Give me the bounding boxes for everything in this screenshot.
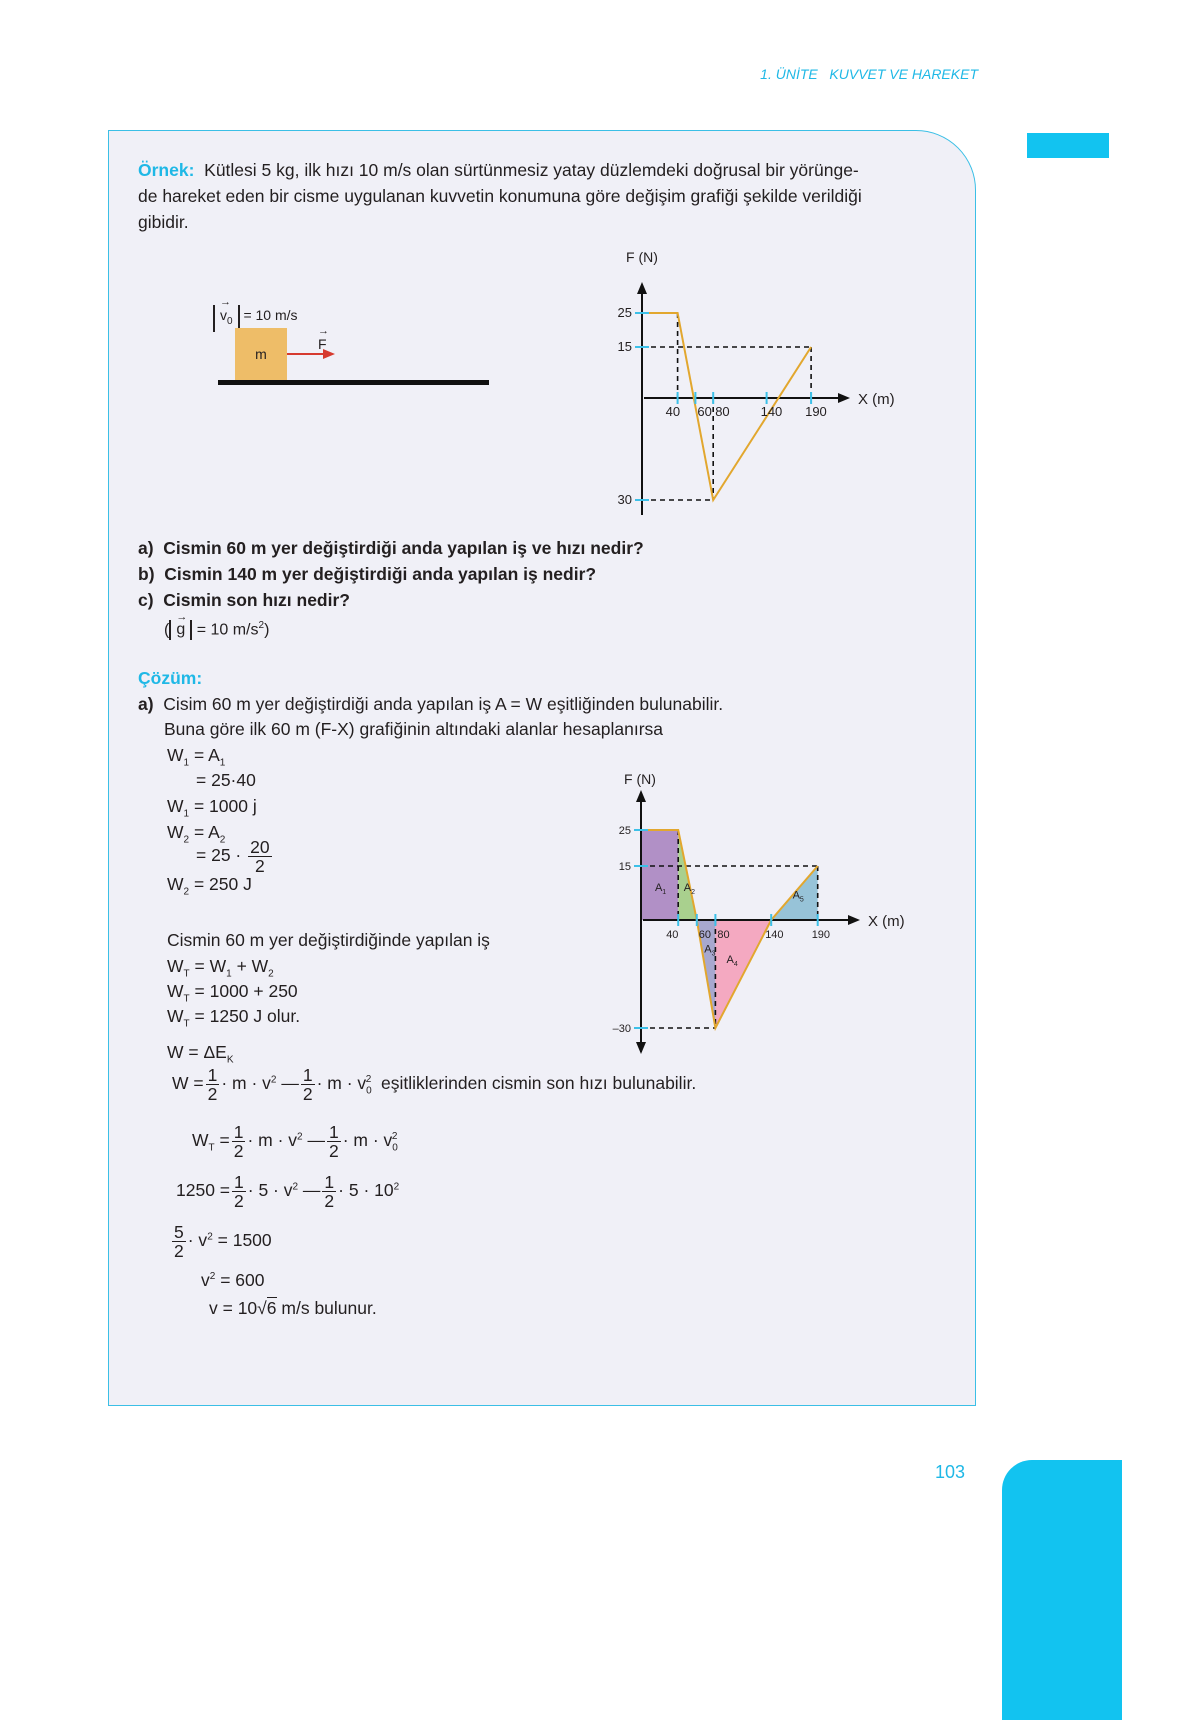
total-intro: Cismin 60 m yer değiştirdiğinde yapılan iş [167, 930, 490, 950]
t: = 600 [220, 1269, 265, 1290]
v-symbol: → v [220, 305, 227, 325]
num: 1 [233, 1122, 244, 1142]
eq-w1-result [167, 796, 257, 825]
text: Cisim 60 m yer değiştirdiği anda yapılan iş A = W eşitliğinden bulunabilir. [163, 694, 724, 714]
t: — [302, 1180, 321, 1201]
den: 2 [302, 1084, 313, 1104]
eq-kinetic-formula [172, 1066, 696, 1103]
y-tick-label: –30 [612, 1023, 631, 1035]
t: · m · v [316, 1073, 367, 1094]
t: 2 [207, 1231, 213, 1243]
t: = 1000 j [193, 796, 257, 816]
x-axis-label: X (m) [858, 391, 895, 408]
t: = A [193, 745, 220, 765]
x-tick-label: 140 [765, 929, 784, 941]
solution-a-line-1 [138, 694, 723, 714]
t: + W [236, 956, 269, 976]
area-label-sub: 4 [733, 961, 738, 969]
t: 0 [392, 1142, 398, 1154]
q-text: Cismin 140 m yer değiştirdiği anda yapılan iş nedir? [164, 564, 597, 584]
area-label: $A_2$ [683, 882, 696, 897]
text: Kütlesi 5 kg, ilk hızı 10 m/s olan sürtünmesiz yatay düzlemdeki doğrusal bir yörünge- [204, 160, 859, 180]
den: 2 [234, 1191, 244, 1211]
eq-w2-result [167, 874, 252, 903]
x-tick-label: 40 [666, 929, 679, 941]
x-tick-label: 190 [811, 929, 831, 941]
t: — [281, 1073, 299, 1094]
t: T [208, 1142, 215, 1154]
x-tick-label: 40 [665, 404, 681, 419]
y-tick-label: 15 [617, 339, 632, 354]
unit-header: 1. ÜNİTE KUVVET VE HAREKET [760, 66, 978, 82]
t: K [226, 1054, 234, 1066]
eq-wt-result [167, 1006, 300, 1035]
t: 0 [366, 1085, 372, 1097]
g-value: = 10 m/s [196, 621, 259, 639]
t: 2 [183, 834, 190, 846]
t: T [183, 1018, 190, 1030]
y-axis-arrow-icon [637, 282, 647, 294]
x-tick-label: 60 [697, 404, 712, 419]
t: 1 [183, 757, 190, 769]
t: = 250 J [193, 874, 252, 894]
x-axis-arrow-icon [838, 393, 850, 403]
area-label-sub: 2 [691, 889, 696, 897]
sub: 0 [227, 315, 233, 327]
t: W [167, 981, 184, 1001]
eq-w1-product: = 25·40 [196, 770, 256, 790]
t: · 5 · v [247, 1180, 293, 1201]
area-label-sub: 3 [711, 950, 716, 958]
t: T [183, 993, 190, 1005]
eq-final-velocity [209, 1298, 377, 1318]
q-label: c) [138, 590, 154, 610]
den: 2 [254, 856, 265, 876]
g-symbol: → g [176, 620, 185, 640]
x-tick-label: 140 [760, 404, 783, 419]
eq-substituted [176, 1173, 399, 1210]
den: 2 [233, 1141, 244, 1161]
x-axis-arrow-icon [848, 915, 860, 925]
q-text: Cismin son hızı nedir? [163, 590, 350, 610]
area-label-sub: 1 [662, 889, 667, 897]
mass-label: m [255, 346, 267, 362]
t: 2 [268, 968, 274, 980]
t: = 1000 + 250 [194, 981, 298, 1001]
num: 1 [234, 1172, 244, 1192]
y-axis-arrow-icon [636, 790, 646, 802]
x-tick-label: 80 [715, 404, 730, 419]
t: 1 [226, 968, 232, 980]
t: 2 [393, 1181, 400, 1193]
y-axis-label: F (N) [626, 249, 658, 265]
area-label: $A_4$ [726, 954, 738, 969]
q-text: Cismin 60 m yer değiştirdiği anda yapılan iş ve hızı nedir? [163, 538, 644, 558]
y-tick-label: 25 [617, 305, 632, 320]
den: 2 [324, 1191, 335, 1211]
t: = W [194, 956, 227, 976]
y-tick-label: 30 [617, 492, 632, 507]
exp: 2 [258, 620, 265, 631]
q-label: b) [138, 564, 155, 584]
y-axis-down-arrow-icon [636, 1042, 646, 1054]
solution-label: Çözüm: [138, 668, 203, 688]
example-line-3: gibidir. [138, 212, 189, 232]
force-label: → F [318, 334, 327, 354]
v0-value: = 10 m/s [243, 307, 298, 323]
t: 2 [365, 1074, 372, 1086]
t: · m · v [221, 1073, 271, 1094]
t: v [201, 1269, 210, 1290]
area-label-sub: 5 [799, 896, 804, 904]
question-b [138, 564, 596, 584]
eq-w2-product [196, 838, 274, 875]
t: 1 [219, 757, 226, 769]
t: = A [193, 822, 220, 842]
t: 2 [209, 1271, 216, 1282]
area-label: $A_5$ [792, 889, 804, 904]
num: 1 [207, 1065, 218, 1085]
t: 1 [183, 808, 190, 820]
y-tick-label: 15 [618, 861, 631, 873]
t: W [167, 956, 184, 976]
given-gravity: (→ g = 10 $m/s^2$) [164, 616, 269, 640]
a-label: a) [138, 694, 154, 714]
num: 20 [250, 837, 270, 857]
example-label: Örnek: [138, 160, 195, 180]
area-label: $A_3$ [704, 943, 716, 958]
t: · m · v [342, 1130, 393, 1151]
y-axis-label: F (N) [624, 771, 656, 787]
t: = 1500 [217, 1230, 272, 1251]
t: · m · v [247, 1130, 298, 1151]
x-axis-label: X (m) [868, 913, 905, 930]
solution-a-line-2: Buna göre ilk 60 m (F-X) grafiğinin altındaki alanlar hesaplanırsa [164, 719, 664, 739]
t: W [167, 1006, 184, 1026]
sqrt-icon: √ [257, 1298, 267, 1318]
t: 2 [183, 886, 190, 898]
t: = 1250 J olur. [194, 1006, 301, 1026]
question-a [138, 538, 644, 558]
t: — [307, 1130, 325, 1151]
t: W [167, 822, 184, 842]
t: v = 10 [209, 1298, 258, 1318]
q-label: a) [138, 538, 154, 558]
t: W = [172, 1073, 204, 1094]
eq-simplified [170, 1223, 272, 1260]
page-number: 103 [935, 1462, 966, 1482]
t: W [167, 796, 184, 816]
t: 6 [266, 1298, 277, 1318]
t: 1250 = [176, 1180, 231, 1201]
x-tick-label: 60 [698, 929, 712, 941]
example-line-2: de hareket eden bir cisme uygulanan kuvvetin konumuna göre değişim grafiği şekilde verildiği [138, 186, 862, 206]
den: 2 [207, 1084, 218, 1104]
t: · v [187, 1230, 208, 1251]
t: 2 [391, 1131, 398, 1143]
den: 2 [174, 1241, 184, 1261]
t: · 5 · 10 [338, 1180, 394, 1201]
area-1 [641, 830, 678, 920]
num: 1 [328, 1122, 339, 1142]
t: eşitliklerinden cismin son hızı bulunabilir. [381, 1073, 697, 1094]
eq-wt-kinetic: $W_T$ = $\frac{1}{2}$ · $m \cdot v^2$ — $\frac{1}{2}$ · $m \cdot v_0^2$ [192, 1122, 398, 1161]
t: m/s bulunur. [281, 1298, 377, 1318]
den: 2 [328, 1141, 339, 1161]
t: W [167, 874, 184, 894]
t: = 25 · [196, 845, 242, 866]
question-c [138, 590, 350, 610]
num: 5 [174, 1222, 184, 1242]
x-tick-label: 190 [805, 404, 827, 419]
t: 2 [297, 1131, 303, 1143]
y-tick-label: 25 [618, 825, 631, 837]
area-label: $A_1$ [654, 882, 667, 897]
eq-v-squared [201, 1267, 264, 1290]
t: 2 [270, 1074, 277, 1086]
t: W = ΔE [167, 1042, 227, 1062]
t: 2 [292, 1181, 299, 1193]
t: 2 [219, 834, 226, 846]
x-tick-label: 80 [717, 929, 730, 941]
t: T [183, 968, 190, 980]
num: 1 [302, 1065, 313, 1085]
t: W [192, 1130, 209, 1151]
num: 1 [324, 1172, 335, 1192]
t: W [167, 745, 184, 765]
